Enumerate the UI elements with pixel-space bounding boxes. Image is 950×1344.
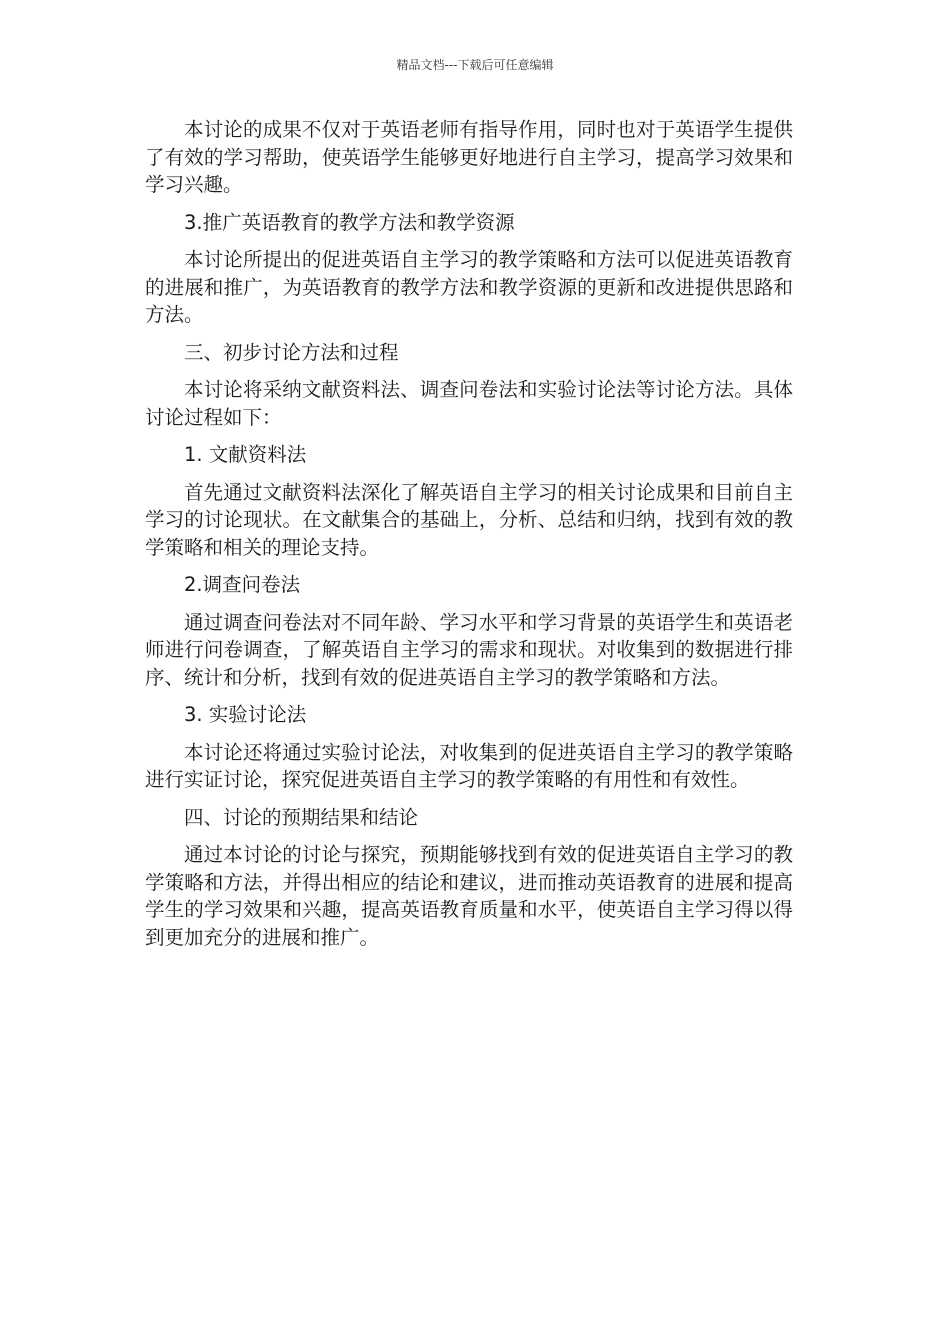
heading-promote-methods: 3.推广英语教育的教学方法和教学资源 (184, 210, 515, 234)
heading-section-four: 四、讨论的预期结果和结论 (184, 805, 419, 829)
paragraph-promote-methods: 本讨论所提出的促进英语自主学习的教学策略和方法可以促进英语教育的进展和推广，为英语教育的教学方法和教学资源的更新和改进提供思路和方法。 (145, 248, 793, 326)
paragraph-expected-results: 通过本讨论的讨论与探究，预期能够找到有效的促进英语自主学习的教学策略和方法，并得出相应的结论和建议，进而推动英语教育的进展和提高学生的学习效果和兴趣，提高英语教育质量和水平，使英语自主学习得以得到更加充分的进展和推广。 (145, 843, 793, 949)
heading-experiment-method: 3. 实验讨论法 (184, 703, 307, 726)
paragraph-methods-overview: 本讨论将采纳文献资料法、调查问卷法和实验讨论法等讨论方法。具体讨论过程如下： (145, 378, 793, 429)
heading-literature-method: 1. 文献资料法 (184, 443, 307, 466)
paragraph-research-value: 本讨论的成果不仅对于英语老师有指导作用，同时也对于英语学生提供了有效的学习帮助，使英语学生能够更好地进行自主学习，提高学习效果和学习兴趣。 (145, 118, 793, 196)
heading-section-three: 三、初步讨论方法和过程 (184, 340, 399, 364)
paragraph-survey-method: 通过调查问卷法对不同年龄、学习水平和学习背景的英语学生和英语老师进行问卷调查，了解英语自主学习的需求和现状。对收集到的数据进行排序、统计和分析，找到有效的促进英语自主学习的教学策略和方法。 (145, 610, 793, 689)
page-header: 精品文档---下载后可任意编辑 (396, 58, 554, 72)
document-body (145, 116, 793, 961)
paragraph-experiment-method: 本讨论还将通过实验讨论法，对收集到的促进英语自主学习的教学策略进行实证讨论，探究促进英语自主学习的教学策略的有用性和有效性。 (145, 740, 793, 791)
paragraph-literature-method: 首先通过文献资料法深化了解英语自主学习的相关讨论成果和目前自主学习的讨论现状。在文献集合的基础上，分析、总结和归纳，找到有效的教学策略和相关的理论支持。 (145, 480, 793, 559)
heading-survey-method: 2.调查问卷法 (184, 573, 301, 596)
